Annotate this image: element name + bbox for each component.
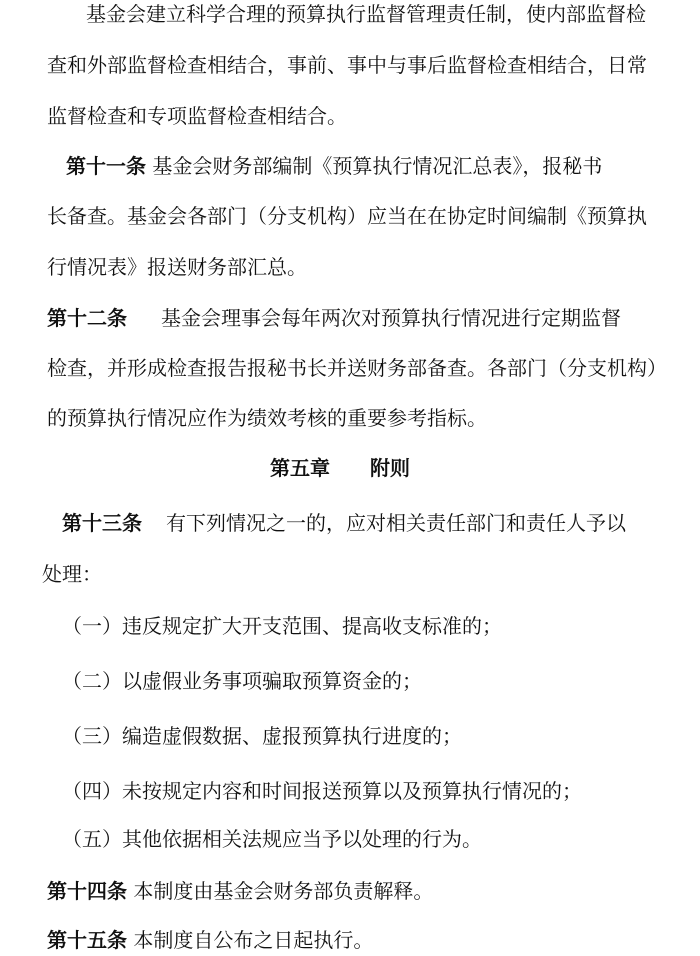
article-13-text: 有下列情况之一的，应对相关责任部门和责任人予以 xyxy=(166,511,626,535)
paragraph-line: 监督检查和专项监督检查相结合。 xyxy=(47,104,347,128)
chapter-number: 第五章 xyxy=(270,456,330,480)
paragraph-line: 基金会建立科学合理的预算执行监督管理责任制，使内部监督检 xyxy=(86,2,646,26)
paragraph-line: 检查，并形成检查报告报秘书长并送财务部备查。各部门（分支机构） xyxy=(47,356,667,380)
article-14-line xyxy=(47,878,433,904)
article-11-title: 第十一条 xyxy=(66,154,146,178)
article-13-line xyxy=(62,510,626,536)
chapter-name: 附则 xyxy=(370,456,410,480)
paragraph-line: 查和外部监督检查相结合，事前、事中与事后监督检查相结合，日常 xyxy=(47,53,647,77)
article-14-title: 第十四条 xyxy=(47,879,127,903)
list-item: （一）违反规定扩大开支范围、提高收支标准的； xyxy=(62,614,502,638)
paragraph-line: 行情况表》报送财务部汇总。 xyxy=(47,255,307,279)
paragraph-line: 长备查。基金会各部门（分支机构）应当在在协定时间编制《预算执 xyxy=(47,204,647,228)
list-item: （二）以虚假业务事项骗取预算资金的； xyxy=(62,669,422,693)
list-item: （四）未按规定内容和时间报送预算以及预算执行情况的； xyxy=(62,779,582,803)
article-12-line xyxy=(47,305,621,331)
article-15-title: 第十五条 xyxy=(47,928,127,952)
article-11-text: 基金会财务部编制《预算执行情况汇总表》，报秘书 xyxy=(152,154,603,178)
paragraph-line: 处理： xyxy=(42,562,102,586)
article-14-text: 本制度由基金会财务部负责解释。 xyxy=(133,879,434,903)
article-13-title: 第十三条 xyxy=(62,511,142,535)
list-item: （五）其他依据相关法规应当予以处理的行为。 xyxy=(62,827,482,851)
article-12-title: 第十二条 xyxy=(47,306,127,330)
article-15-line xyxy=(47,927,373,953)
paragraph-line: 的预算执行情况应作为绩效考核的重要参考指标。 xyxy=(47,406,487,430)
list-item: （三）编造虚假数据、虚报预算执行进度的； xyxy=(62,724,462,748)
chapter-heading xyxy=(270,455,410,481)
article-15-text: 本制度自公布之日起执行。 xyxy=(133,928,374,952)
article-12-text: 基金会理事会每年两次对预算执行情况进行定期监督 xyxy=(161,306,621,330)
article-11-line xyxy=(66,153,602,179)
